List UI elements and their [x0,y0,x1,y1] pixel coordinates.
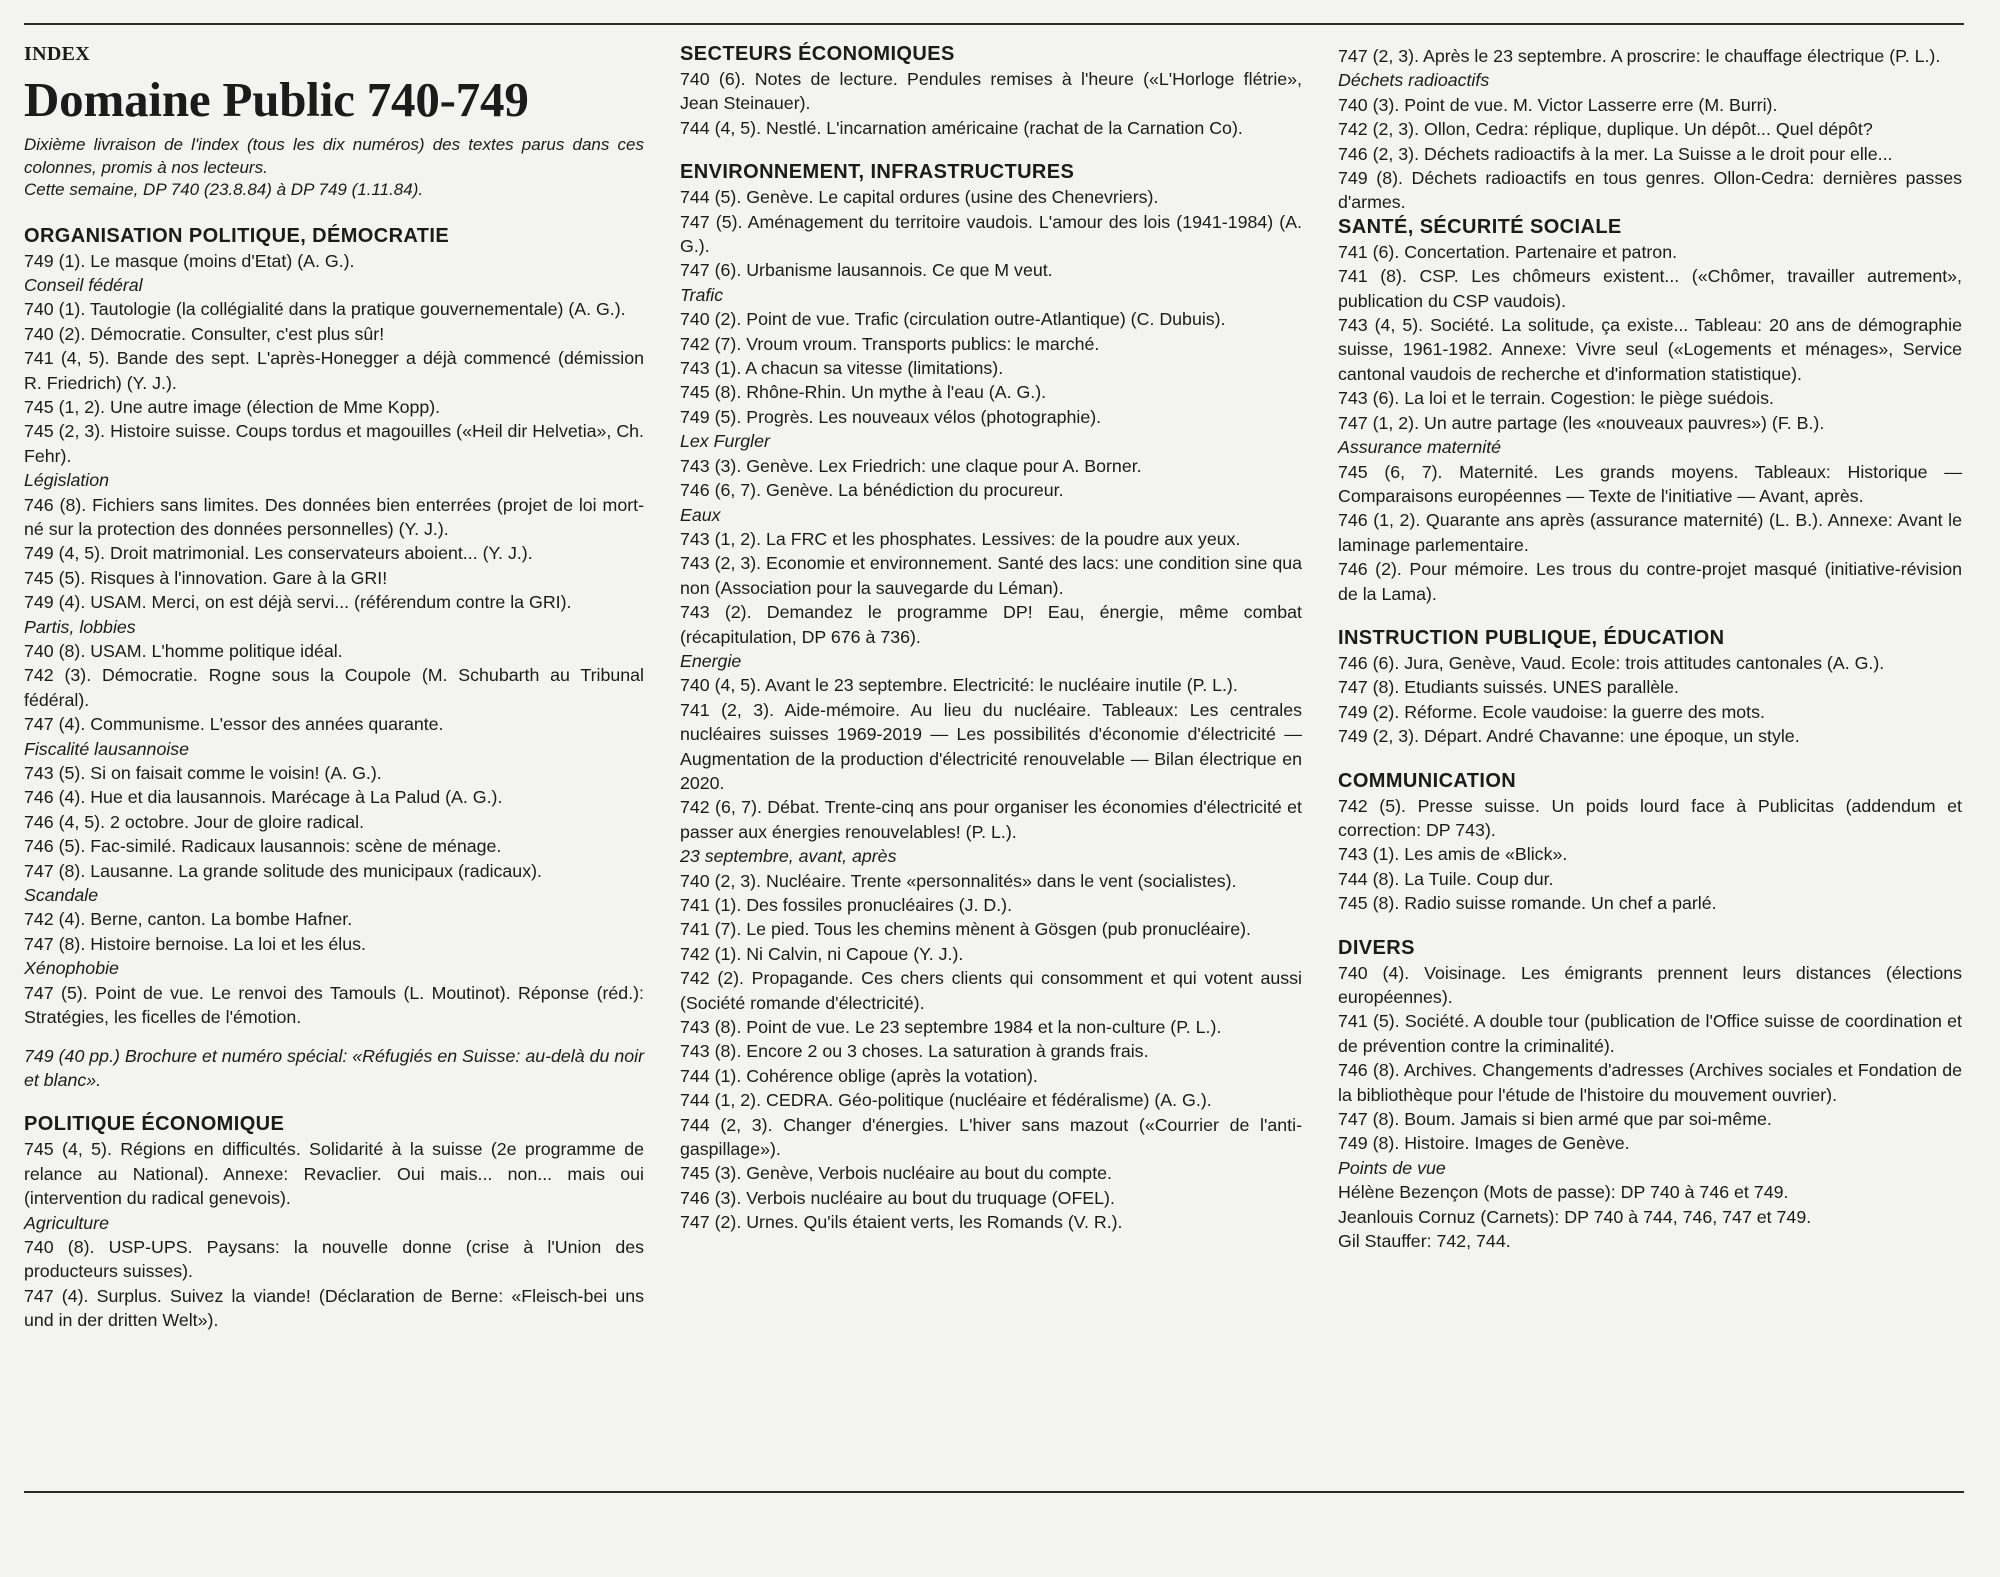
subsection-heading: Scandale [24,885,99,906]
bottom-rule [24,1491,1964,1493]
index-entry: 746 (6, 7). Genève. La bénédiction du procureur. [680,480,1064,501]
index-entry: 744 (4, 5). Nestlé. L'incarnation américaine (rachat de la Carnation Co). [680,117,1243,138]
index-entry: 749 (4, 5). Droit matrimonial. Les conservateurs aboient... (Y. J.). [24,543,533,564]
intro-line-2: Cette semaine, DP 740 (23.8.84) à DP 749 (1.11.84). [24,180,424,199]
index-entry: 746 (1, 2). Quarante ans après (assurance maternité) (L. B.). Annexe: Avant le laminage parlementaire. [1338,510,1962,555]
subsection-heading: Législation [24,470,110,491]
index-entry: 740 (1). Tautologie (la collégialité dans la pratique gouvernementale) (A. G.). [24,299,626,320]
section-heading: ENVIRONNEMENT, INFRASTRUCTURES [680,161,1075,184]
index-entry: 740 (2, 3). Nucléaire. Trente «personnalités» dans le vent (socialistes). [680,870,1237,891]
index-entry: 746 (2). Pour mémoire. Les trous du contre-projet masqué (initiative-révision de la Lama). [1338,559,1962,604]
subsection-heading: Trafic [680,284,724,305]
section-heading: COMMUNICATION [1338,769,1517,792]
index-entry: 740 (2). Point de vue. Trafic (circulation outre-Atlantique) (C. Dubuis). [680,309,1226,330]
index-entry: 743 (5). Si on faisait comme le voisin! (A. G.). [24,763,382,784]
special-note: 749 (40 pp.) Brochure et numéro spécial: «Réfugiés en Suisse: au-delà du noir et blanc». [24,1045,644,1090]
index-entry: 742 (2). Propagande. Ces chers clients qui consomment et qui votent aussi (Société romande d'électricité). [680,968,1302,1013]
page-title: Domaine Public 740-749 [24,72,529,127]
index-entry: 743 (1). A chacun sa vitesse (limitations). [680,358,1004,379]
index-entry: 746 (5). Fac-similé. Radicaux lausannois: scène de ménage. [24,836,502,857]
index-entry: 746 (8). Fichiers sans limites. Des données bien enterrées (projet de loi mort-né sur la protection des données personnelles) (Y. J.). [24,494,644,539]
index-entry: 742 (4). Berne, canton. La bombe Hafner. [24,909,353,930]
index-entry: 740 (8). USAM. L'homme politique idéal. [24,641,343,661]
index-entry: 744 (1, 2). CEDRA. Géo-politique (nucléaire et fédéralisme) (A. G.). [680,1090,1212,1111]
index-entry: 743 (6). La loi et le terrain. Cogestion: le piège suédois. [1338,388,1774,409]
index-entry: Jeanlouis Cornuz (Carnets): DP 740 à 744, 746, 747 et 749. [1338,1206,1812,1227]
subsection-heading: Agriculture [24,1212,109,1233]
index-entry: 741 (4, 5). Bande des sept. L'après-Honegger a déjà commencé (démission R. Friedrich) (Y. J.). [24,348,644,393]
index-entry: 749 (4). USAM. Merci, on est déjà servi... (référendum contre la GRI). [24,592,572,613]
index-entry: 742 (1). Ni Calvin, ni Capoue (Y. J.). [680,943,964,964]
index-entry: 747 (5). Aménagement du territoire vaudois. L'amour des lois (1941-1984) (A. G.). [680,211,1302,257]
subsection-heading: Conseil fédéral [24,274,143,295]
index-entry: 745 (5). Risques à l'innovation. Gare à la GRI! [24,567,388,588]
subsection-heading: Energie [680,650,742,671]
index-entry: 745 (8). Rhône-Rhin. Un mythe à l'eau (A. G.). [680,382,1047,403]
subsection-heading: Partis, lobbies [24,616,136,637]
index-entry: 747 (8). Histoire bernoise. La loi et les élus. [24,933,366,954]
index-entry: 747 (8). Boum. Jamais si bien armé que par soi-même. [1338,1109,1772,1130]
index-entry: 745 (8). Radio suisse romande. Un chef a parlé. [1338,893,1717,914]
index-entry: 747 (4). Surplus. Suivez la viande! (Déclaration de Berne: «Fleisch-bei uns und in der dritten Welt»). [24,1285,644,1331]
subsection-heading: 23 septembre, avant, après [680,846,897,867]
index-entry: 745 (3). Genève, Verbois nucléaire au bout du compte. [680,1163,1112,1184]
index-entry: 740 (8). USP-UPS. Paysans: la nouvelle donne (crise à l'Union des producteurs suisses). [24,1236,644,1282]
index-entry: 745 (4, 5). Régions en difficultés. Solidarité à la suisse (2e programme de relance au National). Annexe: Revaclier. Oui mais... non... mais oui (intervention du radical genevois). [24,1139,644,1209]
subsection-heading: Déchets radioactifs [1338,70,1490,91]
index-entry: 741 (2, 3). Aide-mémoire. Au lieu du nucléaire. Tableaux: Les centrales nucléaires suisses 1969-2019 — Les possibilités d'économie d'électricité — Augmentation de la production d'électricité renouvelable — Bilan électrique en 2020. [680,699,1302,793]
index-entry: 743 (1, 2). La FRC et les phosphates. Lessives: de la poudre aux yeux. [680,528,1241,549]
index-entry: 742 (7). Vroum vroum. Transports publics: le marché. [680,333,1100,354]
index-entry: 742 (6, 7). Débat. Trente-cinq ans pour organiser les économies d'électricité et passer aux énergies renouvelables! (P. L.). [680,797,1302,842]
index-entry: 749 (5). Progrès. Les nouveaux vélos (photographie). [680,406,1102,427]
index-entry: 743 (8). Point de vue. Le 23 septembre 1984 et la non-culture (P. L.). [680,1017,1222,1038]
section-heading: SECTEURS ÉCONOMIQUES [680,43,955,65]
index-entry: 749 (2). Réforme. Ecole vaudoise: la guerre des mots. [1338,701,1765,722]
index-entry: 747 (5). Point de vue. Le renvoi des Tamouls (L. Moutinot). Réponse (réd.): Stratégies, les ficelles de l'émotion. [24,982,644,1028]
section-kicker: INDEX [24,43,90,65]
subsection-heading: Xénophobie [24,958,119,979]
index-entry: 746 (8). Archives. Changements d'adresses (Archives sociales et Fondation de la bibliothèque pour l'étude de l'histoire du mouvement ouvrier). [1338,1060,1962,1105]
intro-line-1: Dixième livraison de l'index (tous les dix numéros) des textes parus dans ces colonnes, promis à nos lecteurs. [24,135,644,177]
index-entry: 749 (8). Histoire. Images de Genève. [1338,1133,1630,1154]
index-entry: 740 (4, 5). Avant le 23 septembre. Electricité: le nucléaire inutile (P. L.). [680,675,1238,696]
column-2 [680,42,1302,1235]
index-entry: 740 (4). Voisinage. Les émigrants prennent leurs distances (élections européennes). [1338,962,1962,1007]
section-heading: INSTRUCTION PUBLIQUE, ÉDUCATION [1338,626,1725,649]
index-entry: 745 (6, 7). Maternité. Les grands moyens. Tableaux: Historique — Comparaisons européennes — Texte de l'initiative — Avant, après. [1338,461,1962,506]
index-entry: Hélène Bezençon (Mots de passe): DP 740 à 746 et 749. [1338,1182,1789,1203]
subsection-heading: Assurance maternité [1338,437,1502,458]
section-heading: ORGANISATION POLITIQUE, DÉMOCRATIE [24,224,450,247]
index-entry: 741 (1). Des fossiles pronucléaires (J. D.). [680,895,1013,915]
index-entry: 743 (3). Genève. Lex Friedrich: une claque pour A. Borner. [680,455,1142,476]
index-entry: 747 (4). Communisme. L'essor des années quarante. [24,714,444,735]
top-rule [24,23,1964,25]
column-3 [1338,42,1962,1253]
index-entry: 746 (2, 3). Déchets radioactifs à la mer. La Suisse a le droit pour elle... [1338,143,1893,164]
index-entry: 746 (6). Jura, Genève, Vaud. Ecole: trois attitudes cantonales (A. G.). [1338,652,1885,673]
index-entry: 745 (2, 3). Histoire suisse. Coups tordus et magouilles («Heil dir Helvetia», Ch. Fehr). [24,421,644,466]
index-entry: 747 (2, 3). Après le 23 septembre. A proscrire: le chauffage électrique (P. L.). [1338,46,1941,66]
index-entry: 749 (2, 3). Départ. André Chavanne: une époque, un style. [1338,726,1800,747]
index-entry: 747 (8). Etudiants suissés. UNES parallèle. [1338,677,1679,698]
index-entry: 744 (1). Cohérence oblige (après la votation). [680,1065,1038,1086]
subsection-heading: Lex Furgler [680,431,770,452]
index-entry: 745 (1, 2). Une autre image (élection de Mme Kopp). [24,396,441,417]
index-entry: 749 (1). Le masque (moins d'Etat) (A. G.). [24,250,355,271]
index-entry: 740 (3). Point de vue. M. Victor Lasserre erre (M. Burri). [1338,94,1778,115]
column-1 [24,42,644,1333]
index-entry: 742 (2, 3). Ollon, Cedra: réplique, duplique. Un dépôt... Quel dépôt? [1338,119,1873,140]
index-entry: 740 (6). Notes de lecture. Pendules remises à l'heure («L'Horloge flétrie», Jean Steinauer). [680,69,1302,114]
index-entry: 743 (1). Les amis de «Blick». [1338,844,1568,865]
index-entry: 742 (5). Presse suisse. Un poids lourd face à Publicitas (addendum et correction: DP 743). [1338,795,1962,840]
section-heading: DIVERS [1338,936,1415,959]
index-entry: 744 (5). Genève. Le capital ordures (usine des Chenevriers). [680,187,1159,208]
index-entry: 741 (8). CSP. Les chômeurs existent... («Chômer, travailler autrement», publication du CSP vaudois). [1338,266,1962,311]
index-entry: 741 (5). Société. A double tour (publication de l'Office suisse de coordination et de prévention contre la criminalité). [1338,1011,1962,1056]
index-entry: 742 (3). Démocratie. Rogne sous la Coupole (M. Schubarth au Tribunal fédéral). [24,665,644,710]
section-heading: SANTÉ, SÉCURITÉ SOCIALE [1338,215,1622,238]
index-entry: 743 (2, 3). Economie et environnement. Santé des lacs: une condition sine qua non (Association pour la sauvegarde du Léman). [680,553,1302,598]
index-entry: 740 (2). Démocratie. Consulter, c'est plus sûr! [24,323,385,344]
index-entry: 744 (8). La Tuile. Coup dur. [1338,868,1554,889]
index-entry: 747 (6). Urbanisme lausannois. Ce que M veut. [680,260,1053,281]
index-entry: 749 (8). Déchets radioactifs en tous genres. Ollon-Cedra: dernières passes d'armes. [1338,168,1962,213]
index-entry: 741 (7). Le pied. Tous les chemins mènent à Gösgen (pub pronucléaire). [680,919,1251,940]
index-entry: 747 (1, 2). Un autre partage (les «nouveaux pauvres») (F. B.). [1338,412,1825,433]
index-entry: 746 (3). Verbois nucléaire au bout du truquage (OFEL). [680,1187,1115,1208]
index-entry: 743 (8). Encore 2 ou 3 choses. La saturation à grands frais. [680,1041,1149,1062]
index-entry: 747 (2). Urnes. Qu'ils étaient verts, les Romands (V. R.). [680,1212,1123,1233]
index-entry: 743 (2). Demandez le programme DP! Eau, énergie, même combat (récapitulation, DP 676 à 736). [680,602,1302,647]
subsection-heading: Points de vue [1338,1157,1446,1178]
index-entry: 744 (2, 3). Changer d'énergies. L'hiver sans mazout («Courrier de l'anti-gaspillage»). [680,1114,1302,1160]
subsection-heading: Fiscalité lausannoise [24,738,190,759]
index-entry: 743 (4, 5). Société. La solitude, ça existe... Tableau: 20 ans de démographie suisse, 1961-1982. Annexe: Vivre seul («Logements et ménages», Service cantonal vaudois de recherche et d'information statistique). [1338,315,1962,384]
index-entry: 741 (6). Concertation. Partenaire et patron. [1338,241,1678,262]
section-heading: POLITIQUE ÉCONOMIQUE [24,1113,285,1136]
index-entry: 747 (8). Lausanne. La grande solitude des municipaux (radicaux). [24,860,542,881]
subsection-heading: Eaux [680,504,721,525]
index-entry: 746 (4, 5). 2 octobre. Jour de gloire radical. [24,811,365,832]
index-entry: Gil Stauffer: 742, 744. [1338,1231,1511,1252]
index-entry: 746 (4). Hue et dia lausannois. Marécage à La Palud (A. G.). [24,787,503,808]
